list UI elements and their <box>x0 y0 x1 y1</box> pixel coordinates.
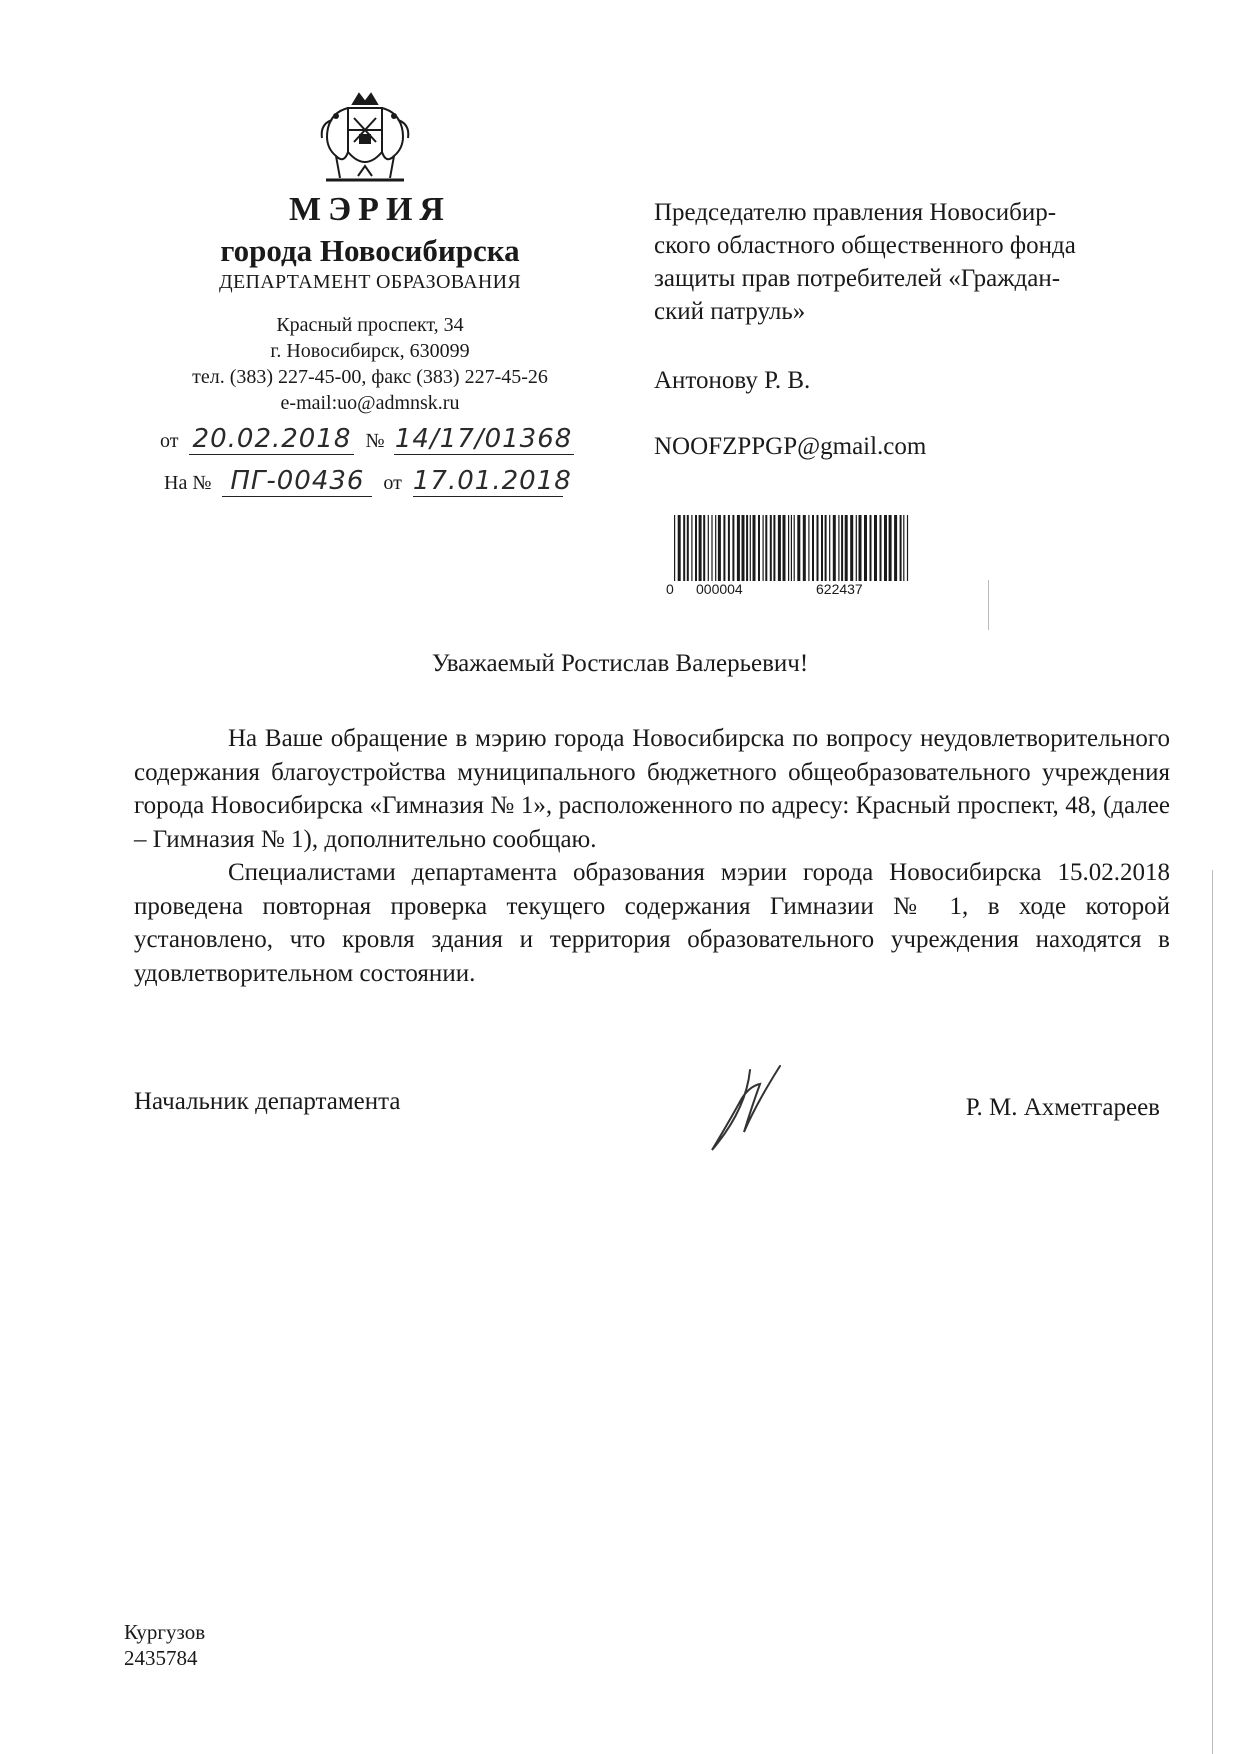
barcode-bar <box>907 515 908 581</box>
department-name: ДЕПАРТАМЕНТ ОБРАЗОВАНИЯ <box>219 271 521 293</box>
barcode-bar <box>825 515 827 581</box>
reply-date-label: от <box>383 472 402 494</box>
barcode-bar <box>783 515 786 581</box>
barcode-bar <box>753 515 756 581</box>
barcode-bar <box>870 515 872 581</box>
signatory-role: Начальник департамента <box>134 1088 401 1115</box>
barcode-digits-right: 622437 <box>816 581 863 597</box>
barcode-bar <box>856 515 857 581</box>
barcode-digit-left: 0 <box>666 581 674 597</box>
barcode-bar <box>750 515 751 581</box>
barcode-bar <box>737 515 740 581</box>
barcode-bar <box>778 515 781 581</box>
executor-phone: 2435784 <box>124 1646 198 1670</box>
barcode-bar <box>841 515 843 581</box>
barcode-bar <box>742 515 745 581</box>
barcode-bar <box>708 515 709 581</box>
signatory-name: Р. М. Ахметгареев <box>965 1094 1160 1121</box>
barcode-bar <box>691 515 692 581</box>
barcode-bar <box>821 515 823 581</box>
barcode-bar <box>746 515 748 581</box>
barcode-bar <box>829 515 830 581</box>
letter-body <box>134 722 1170 990</box>
barcode-bar <box>900 515 902 581</box>
handwritten-reply-number: ПГ-00436 <box>222 466 372 497</box>
body-paragraph: На Ваше обращение в мэрию города Новосибирска по вопросу неудовлетворительного содержания благоустройства муниципального бюджетного общеобразовательного учреждения города Новосибирска «Гимназия № 1», расположенного по адресу: Красный проспект, 48, (далее – Гимназия № 1), дополнительно сообщаю. <box>134 725 1170 853</box>
recipient-line: Председателю правления Новосибир- <box>654 199 1057 226</box>
barcode-bar <box>803 515 806 581</box>
reply-registration <box>164 466 572 498</box>
barcode-bar <box>880 515 882 581</box>
barcode-bar <box>894 515 897 581</box>
barcode-bar <box>763 515 764 581</box>
recipient-line: ский патруль» <box>654 298 806 325</box>
barcode-bar <box>765 515 767 581</box>
recipient-name: Антонову Р. В. <box>654 367 811 394</box>
barcode <box>666 515 912 601</box>
organization-city: города Новосибирска <box>220 233 520 268</box>
reply-number-label: На № <box>164 472 212 494</box>
barcode-bar <box>699 515 702 581</box>
barcode-bar <box>838 515 839 581</box>
body-paragraph: Специалистами департамента образования мэрии города Новосибирска 15.02.2018 проведена повторная проверка текущего содержания Гимназии № 1, в ходе которой установлено, что кровля здания и территория образовательного учреждения находятся в удовлетворительном состоянии. <box>134 859 1170 987</box>
barcode-bar <box>723 515 725 581</box>
barcode-bar <box>889 515 892 581</box>
barcode-bar <box>850 515 853 581</box>
barcode-bar <box>864 515 867 581</box>
scan-edge-line <box>1212 870 1213 1754</box>
barcode-bar <box>770 515 772 581</box>
barcode-bar <box>859 515 862 581</box>
handwritten-reply-date: 17.01.2018 <box>412 466 572 496</box>
email-line: e-mail:uo@admnsk.ru <box>280 392 460 414</box>
organization-title: МЭРИЯ <box>289 191 451 228</box>
recipient-line: защиты прав потребителей «Граждан- <box>654 265 1061 292</box>
phone-fax-line: тел. (383) 227-45-00, факс (383) 227-45-26 <box>192 366 548 388</box>
recipient-email: NOOFZPPGP@gmail.com <box>654 433 927 460</box>
barcode-bar <box>874 515 877 581</box>
coat-of-arms-icon <box>310 90 420 188</box>
city-postcode-line: г. Новосибирск, 630099 <box>270 340 470 362</box>
barcode-bar <box>797 515 800 581</box>
barcode-bars <box>672 515 912 581</box>
scan-mark <box>988 580 989 630</box>
barcode-bar <box>758 515 760 581</box>
barcode-bar <box>718 515 721 581</box>
barcode-digits-middle: 000004 <box>696 581 743 597</box>
handwritten-signature <box>690 1050 810 1160</box>
greeting: Уважаемый Ростислав Валерьевич! <box>431 650 809 677</box>
barcode-bar <box>703 515 705 581</box>
barcode-bar <box>833 515 836 581</box>
date-label: от <box>160 430 179 452</box>
address-line: Красный проспект, 34 <box>276 314 464 336</box>
barcode-bar <box>674 515 675 581</box>
handwritten-date: 20.02.2018 <box>189 424 354 455</box>
barcode-bar <box>711 515 712 581</box>
barcode-bar <box>732 515 734 581</box>
executor-name: Кургузов <box>124 1620 206 1644</box>
barcode-bar <box>794 515 795 581</box>
barcode-bar <box>812 515 814 581</box>
barcode-bar <box>728 515 730 581</box>
barcode-bar <box>817 515 819 581</box>
barcode-bar <box>715 515 716 581</box>
barcode-bar <box>788 515 789 581</box>
barcode-bar <box>845 515 848 581</box>
recipient-line: ского областного общественного фонда <box>654 232 1076 259</box>
outgoing-registration <box>160 424 574 456</box>
barcode-bar <box>791 515 792 581</box>
barcode-bar <box>678 515 681 581</box>
barcode-bar <box>884 515 887 581</box>
barcode-bar <box>903 515 904 581</box>
number-label: № <box>365 430 385 452</box>
barcode-bar <box>695 515 697 581</box>
barcode-bar <box>808 515 809 581</box>
barcode-bar <box>773 515 775 581</box>
handwritten-number: 14/17/01368 <box>394 424 573 454</box>
barcode-bar <box>683 515 685 581</box>
barcode-bar <box>687 515 689 581</box>
